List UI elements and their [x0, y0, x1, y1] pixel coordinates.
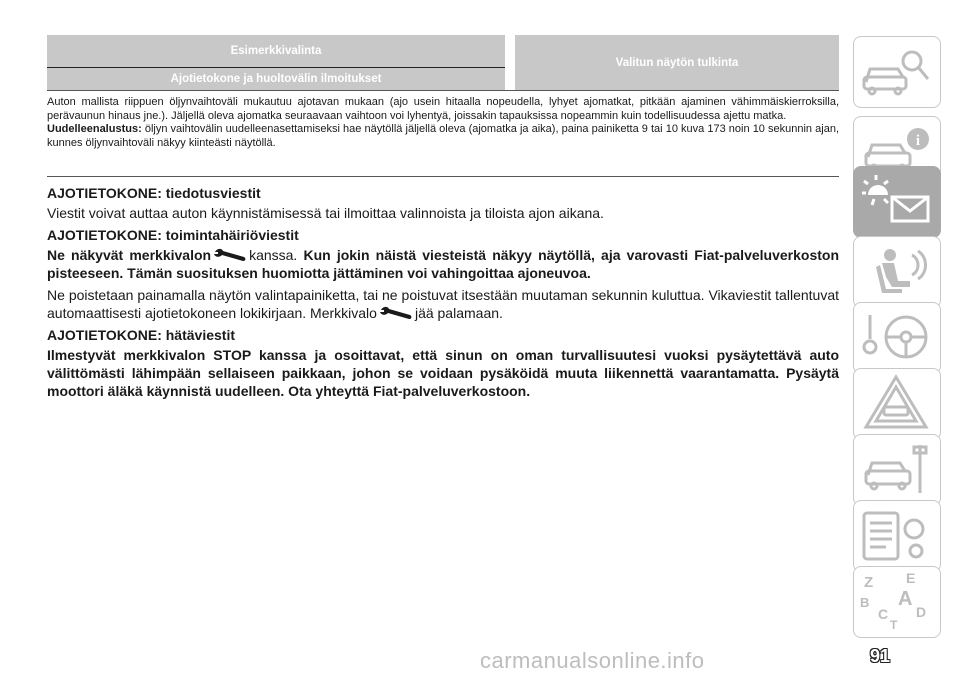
header-table	[47, 35, 839, 90]
header-interpretation-label: Valitun näytön tulkinta	[515, 35, 839, 90]
index-letter: B	[860, 595, 870, 610]
reset-paragraph	[47, 123, 839, 150]
section-title-emergency: AJOTIETOKONE: hätäviestit	[47, 327, 236, 343]
header-example-value: Ajotietokone ja huoltovälin ilmoitukset	[170, 73, 382, 85]
main-content	[47, 181, 839, 404]
index-letter: C	[878, 606, 889, 622]
section-text-info: Viestit voivat auttaa auton käynnistämisessä tai ilmoittaa valinnoista ja tiloista ajon aikana.	[47, 205, 604, 221]
watermark: carmanualsonline.info	[480, 648, 705, 673]
fault-text-e: jää palamaan.	[414, 305, 503, 321]
header-example-label: Esimerkkivalinta	[230, 45, 322, 57]
description-paragraph: Auton mallista riippuen öljynvaihtoväli mukautuu ajotavan mukaan (ajo usein hitaalla nopeudella, lyhyet ajomatkat, pitkään ajaminen vähimmäiskierroksilla, perävaunun hinaus jne.). Jäljellä oleva ajomatka seuraavaan vaihtoon voi lyhentyä, joissakin tapauksissa nopeammin kuin todellisuudessa ajettu matka.	[47, 96, 839, 122]
car-wrench-icon	[854, 435, 939, 504]
header-left-column	[47, 35, 505, 90]
reset-label: Uudelleenalustus:	[47, 123, 142, 135]
seat-airbag-icon	[854, 237, 939, 306]
warning-light-message-icon	[854, 167, 939, 236]
index-letter: D	[916, 604, 927, 620]
car-magnifier-icon	[854, 37, 939, 106]
sidebar-tab-getting-to-know[interactable]	[853, 36, 941, 108]
sidebar-tab-safety[interactable]	[853, 236, 941, 308]
svg-text:i: i	[915, 133, 921, 149]
header-bottom-rule	[47, 90, 839, 91]
warning-triangle-car-icon	[854, 369, 939, 438]
alphabet-index-icon	[854, 567, 939, 636]
section-title-info: AJOTIETOKONE: tiedotusviestit	[47, 185, 261, 201]
fault-text-a: Ne näkyvät merkkivalon	[47, 247, 212, 263]
wrench-icon	[379, 306, 413, 320]
sidebar-tab-maintenance[interactable]	[853, 434, 941, 506]
fault-paragraph-2	[47, 286, 839, 322]
sidebar-tab-emergency[interactable]	[853, 368, 941, 440]
sidebar-tab-starting[interactable]	[853, 302, 941, 374]
reset-text: öljyn vaihtovälin uudelleenasettamiseksi hae näytöllä jäljellä oleva (ajomatka ja aika), paina painiketta 9 tai 10 kuva 173 noin 10 sekunnin ajan, kunnes öljynvaihtoväli näkyy kiinteästi näytöllä.	[47, 123, 839, 149]
specs-gears-icon	[854, 501, 939, 570]
section-separator	[47, 176, 839, 177]
fault-text-b: kanssa.	[249, 247, 298, 263]
wrench-icon	[213, 248, 247, 262]
fault-text-d: Ne poistetaan painamalla näytön valintapainiketta, tai ne poistuvat itsestään muutaman sekunnin kuluttua. Vikaviestit tallentuvat automaattisesti ajotietokoneen lokikirjaan. Merkkivalo	[47, 287, 839, 321]
page-number: 91	[870, 646, 891, 666]
section-title-fault: AJOTIETOKONE: toimintahäiriöviestit	[47, 227, 299, 243]
index-letter: A	[898, 588, 913, 610]
index-letter: T	[890, 618, 898, 632]
key-steering-wheel-icon	[854, 303, 939, 372]
index-letter: Z	[864, 574, 874, 591]
emergency-paragraph: Ilmestyvät merkkivalon STOP kanssa ja osoittavat, että sinun on oman turvallisuutesi vuoksi pysäytettävä auto välittömästi lähimpään sellaiseen paikkaan, johon se voidaan pysäköidä muuta liikennettä vaarantamatta. Pysäytä moottori äläkä käynnistä uudelleen. Ota yhteyttä Fiat-palveluverkostoon.	[47, 347, 839, 399]
sidebar-tab-warning-lights[interactable]	[853, 166, 941, 238]
description-block	[47, 96, 839, 150]
fault-paragraph-1	[47, 246, 839, 282]
sidebar-tab-specs[interactable]	[853, 500, 941, 572]
index-letter: E	[906, 570, 916, 586]
fault-text-c: Kun jokin näistä viesteistä näkyy näytöllä, aja varovasti Fiat-palveluverkoston pisteeseen. Tämän suosituksen huomiotta jättäminen voi vahingoittaa ajoneuvoa.	[47, 247, 839, 281]
sidebar-tab-index[interactable]	[853, 566, 941, 638]
